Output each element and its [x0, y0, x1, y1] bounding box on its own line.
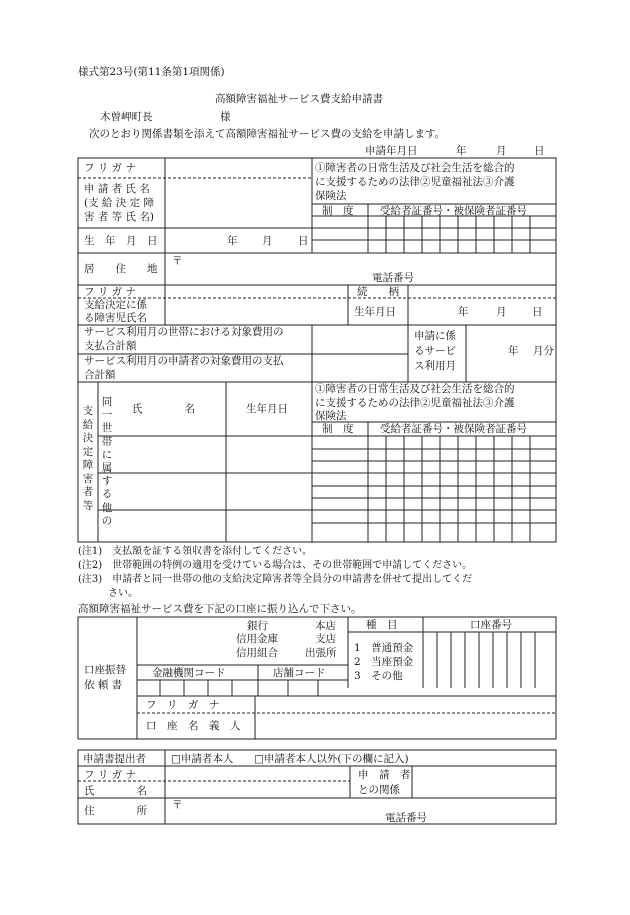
- household-vertical-label-1: 支給決定障害者等: [82, 405, 94, 512]
- address-label: 居 住 地: [84, 263, 158, 275]
- branch-type-honten: 本店: [315, 620, 336, 632]
- service-month-label-3: ス利用月: [414, 360, 456, 372]
- member-name-input-1[interactable]: [116, 437, 225, 472]
- submitter-furigana-label: フ リ ガ ナ: [84, 769, 137, 781]
- relation-label: 続 柄: [357, 286, 399, 298]
- applicant-cost-label-2: 合計額: [84, 369, 116, 381]
- applicant-name-label-2: (支 給 決 定 障: [84, 197, 154, 209]
- submitter-name-label: 氏 名: [84, 785, 147, 797]
- law-text-2: に支援するための法律②児童福祉法③介護: [315, 176, 515, 188]
- holder-furigana-input[interactable]: [256, 697, 555, 712]
- page-title: 高額障害福祉サービス費支給申請書: [215, 93, 383, 105]
- date-day: 日: [534, 145, 545, 157]
- child-furigana-label: フ リ ガ ナ: [84, 286, 137, 298]
- birth-month: 月: [262, 235, 273, 247]
- applicant-furigana-input[interactable]: [166, 159, 311, 177]
- applicant-name-input[interactable]: [166, 179, 311, 227]
- note-3: (注3) 申請者と同一世帯の他の支給決定障害者等全員分の申請書を併せて提出してくだ: [78, 574, 473, 585]
- child-birth-day: 日: [532, 306, 543, 318]
- applicant-cost-label-1: サービス利用月の申請者の対象費用の支払: [84, 355, 284, 367]
- child-name-label-2: る障害児氏名: [84, 312, 147, 324]
- submitter-address-input[interactable]: [166, 799, 555, 823]
- holder-name-input[interactable]: [256, 714, 555, 738]
- service-month-unit: 月分: [533, 345, 554, 357]
- honorific: 様: [220, 111, 231, 123]
- household-cost-label-1: サービス利用月の世帯における対象費用の: [84, 326, 284, 338]
- member-name-input-3[interactable]: [116, 511, 225, 541]
- bank-type-kumiai: 信用組合: [236, 647, 278, 659]
- submitter-relation-input[interactable]: [413, 767, 555, 797]
- bank-intro: 高額障害福祉サービス費を下記の口座に振り込んで下さい。: [78, 603, 362, 615]
- cert-no-label: 受給者証番号・被保険者証番号: [380, 205, 527, 217]
- child-birth-label: 生年月日: [354, 306, 396, 318]
- child-birth-month: 月: [496, 306, 507, 318]
- child-name-label-1: 支給決定に係: [84, 299, 147, 311]
- submitter-name-input[interactable]: [166, 767, 349, 797]
- household-system-label: 制 度: [322, 423, 354, 435]
- note-3-cont: さい。: [78, 588, 138, 599]
- applicant-name-label-3: 害 者 等 氏 名): [84, 211, 154, 223]
- submitter-address-label: 住 所: [84, 805, 147, 817]
- household-law-text-3: 保険法: [315, 410, 347, 422]
- law-text-1: ①障害者の日常生活及び社会生活を総合的: [315, 162, 515, 174]
- applicant-name-label-1: 申 請 者 氏 名: [84, 183, 150, 195]
- submitter-other-checkbox[interactable]: □申請者本人以外(下の欄に記入): [254, 753, 409, 765]
- branch-type-shiten: 支店: [315, 633, 336, 645]
- household-vertical-label-2: 同一世帯に属する他の: [101, 396, 113, 527]
- service-month-label-2: るサービ: [414, 345, 456, 357]
- submitter-postal-mark: 〒: [172, 799, 183, 811]
- bank-section-label-2: 依 頼 書: [84, 679, 123, 691]
- member-name-input-2[interactable]: [116, 474, 225, 509]
- addressee: 木曽岬町長: [100, 111, 153, 123]
- account-kind-ordinary[interactable]: 1 普通預金: [354, 642, 414, 654]
- household-law-text-1: ①障害者の日常生活及び社会生活を総合的: [315, 383, 515, 395]
- institution-code-label: 金融機関コード: [152, 667, 226, 679]
- submitter-relation-label-1: 申 請 者: [358, 769, 411, 781]
- child-birth-year: 年: [458, 306, 469, 318]
- address-input[interactable]: [166, 254, 555, 284]
- birth-year: 年: [227, 235, 238, 247]
- bank-type-bank: 銀行: [247, 620, 268, 632]
- birth-day: 日: [298, 235, 309, 247]
- account-number-header: 口座番号: [470, 619, 512, 631]
- account-kind-other[interactable]: 3 その他: [354, 670, 403, 682]
- household-law-text-2: に支援するための法律②児童福祉法③介護: [315, 397, 515, 409]
- account-kind-current[interactable]: 2 当座預金: [354, 656, 414, 668]
- submitter-phone-label: 電話番号: [385, 812, 427, 824]
- household-cost-label-2: 支払合計額: [84, 340, 137, 352]
- household-cost-input[interactable]: [313, 326, 407, 353]
- member-name-header: 氏 名: [132, 403, 195, 415]
- household-cert-label: 受給者証番号・被保険者証番号: [380, 423, 527, 435]
- date-label: 申請年月日: [365, 145, 418, 157]
- date-month: 月: [496, 145, 507, 157]
- intro-text: 次のとおり関係書類を添えて高額障害福祉サービス費の支給を申請します。: [89, 128, 446, 140]
- note-2: (注2) 世帯範囲の特例の適用を受けている場合は、その世帯範囲で申請してください。: [78, 560, 473, 571]
- form-number: 様式第23号(第11条第1項関係): [78, 66, 225, 78]
- branch-type-shutchojo: 出張所: [305, 647, 337, 659]
- holder-name-label: 口 座 名 義 人: [146, 720, 241, 732]
- service-month-label-1: 申請に係: [414, 330, 456, 342]
- date-year: 年: [456, 145, 467, 157]
- holder-furigana-label: フ リ ガ ナ: [146, 699, 220, 711]
- bank-name-input[interactable]: [138, 618, 234, 664]
- applicant-cost-input[interactable]: [313, 355, 407, 381]
- account-kind-header: 種 目: [366, 619, 398, 631]
- applicant-furigana-label: フ リ ガ ナ: [84, 162, 137, 174]
- bank-section-label-1: 口座振替: [84, 664, 126, 676]
- branch-code-label: 店舗コード: [273, 667, 326, 679]
- phone-label: 電話番号: [372, 272, 414, 284]
- child-name-input[interactable]: [166, 299, 347, 324]
- submitter-self-checkbox[interactable]: □申請者本人: [171, 753, 234, 765]
- bank-type-shinkin: 信用金庫: [236, 633, 278, 645]
- postal-mark: 〒: [172, 255, 183, 267]
- birth-label: 生 年 月 日: [84, 235, 158, 247]
- note-1: (注1) 支払額を証する領収書を添付してください。: [78, 546, 313, 557]
- law-text-3: 保険法: [315, 190, 347, 202]
- service-month-year: 年: [508, 345, 519, 357]
- submitter-label: 申請書提出者: [83, 753, 146, 765]
- member-birth-header: 生年月日: [246, 403, 288, 415]
- submitter-relation-label-2: との関係: [358, 784, 400, 796]
- system-label: 制 度: [322, 205, 354, 217]
